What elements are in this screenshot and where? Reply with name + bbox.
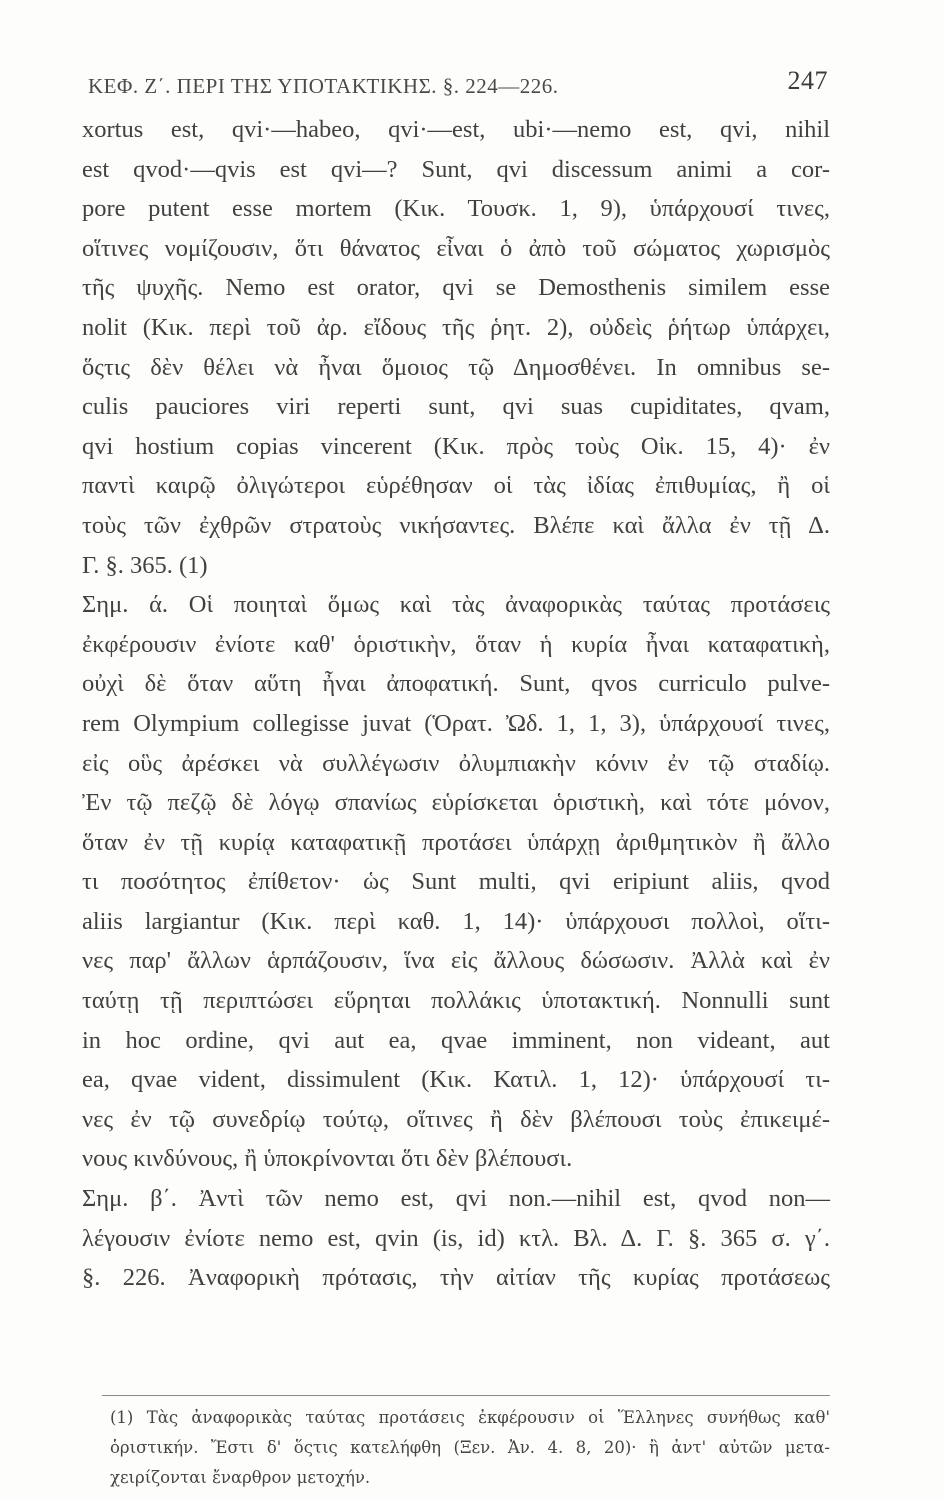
text-line: παντὶ καιρῷ ὀλιγώτεροι εὑρέθησαν οἱ τὰς ἰδίας ἐπιθυμίας, ἢ οἱ <box>82 472 830 500</box>
text-line: τι ποσότητος ἐπίθετον· ὡς Sunt multi, qvi eripiunt aliis, qvod <box>82 868 830 896</box>
text-line: εἰς οὓς ἀρέσκει νὰ συλλέγωσιν ὀλυμπιακὴν κόνιν ἐν τῷ σταδίῳ. <box>82 749 830 777</box>
text-line: Ἐν τῷ πεζῷ δὲ λόγῳ σπανίως εὑρίσκεται ὁριστικὴ, καὶ τότε μόνον, <box>82 789 830 817</box>
text-line: Γ. §. 365. (1) <box>82 551 208 579</box>
text-line: Σημ. β΄. Ἀντὶ τῶν nemo est, qvi non.—nihil est, qvod non— <box>82 1185 830 1213</box>
running-head: ΚΕΦ. Ζ΄. ΠΕΡΙ ΤΗΣ ΥΠΟΤΑΚΤΙΚΗΣ. §. 224—226. <box>88 74 559 98</box>
text-line: νους κινδύνους, ἢ ὑποκρίνονται ὅτι δὲν βλέπουσι. <box>82 1145 573 1173</box>
main-text <box>82 110 830 1298</box>
text-line: ἐκφέρουσιν ἐνίοτε καθ' ὁριστικὴν, ὅταν ἡ κυρία ἦναι καταφατικὴ, <box>82 630 830 658</box>
text-line: ταύτῃ τῇ περιπτώσει εὕρηται πολλάκις ὑποτακτική. Nonnulli sunt <box>82 987 830 1015</box>
page-header <box>88 64 828 108</box>
text-line: rem Olympium collegisse juvat (Ὁρατ. Ὠδ. 1, 1, 3), ὑπάρχουσί τινες, <box>82 709 830 737</box>
text-line: ea, qvae vident, dissimulent (Κικ. Κατιλ. 1, 12)· ὑπάρχουσί τι- <box>82 1066 830 1094</box>
footnote-line: χειρίζονται ἔναρθρον μετοχήν. <box>110 1468 371 1487</box>
text-line: νες παρ' ἄλλων ἁρπάζουσιν, ἵνα εἰς ἄλλους δώσωσιν. Ἀλλὰ καὶ ἐν <box>82 947 830 975</box>
text-line: ὅςτις δὲν θέλει νὰ ἦναι ὅμοιος τῷ Δημοσθένει. In omnibus se- <box>82 353 830 381</box>
text-line: οἵτινες νομίζουσιν, ὅτι θάνατος εἶναι ὁ ἀπὸ τοῦ σώματος χωρισμὸς <box>82 234 830 262</box>
text-line: λέγουσιν ἐνίοτε nemo est, qvin (is, id) κτλ. Βλ. Δ. Γ. §. 365 σ. γ΄. <box>82 1224 830 1252</box>
footnote-divider <box>102 1395 830 1396</box>
text-line: Σημ. ά. Οἱ ποιηταὶ ὅμως καὶ τὰς ἀναφορικὰς ταύτας προτάσεις <box>82 591 830 619</box>
text-line: in hoc ordine, qvi aut ea, qvae imminent, non videant, aut <box>82 1026 830 1054</box>
text-line: τῆς ψυχῆς. Nemo est orator, qvi se Demosthenis similem esse <box>82 274 830 302</box>
text-line: οὐχὶ δὲ ὅταν αὕτη ἦναι ἀποφατική. Sunt, qvos curriculo pulve- <box>82 670 830 698</box>
text-line: §. 226. Ἀναφορικὴ πρότασις, τὴν αἰτίαν τῆς κυρίας προτάσεως <box>82 1264 830 1292</box>
text-line: nolit (Κικ. περὶ τοῦ ἀρ. εἴδους τῆς ῥητ. 2), οὐδεὶς ῥήτωρ ὑπάρχει, <box>82 313 830 341</box>
text-line: ὅταν ἐν τῇ κυρίᾳ καταφατικῇ προτάσει ὑπάρχῃ ἀριθμητικὸν ἢ ἄλλο <box>82 828 830 856</box>
text-line: est qvod·—qvis est qvi—? Sunt, qvi discessum animi a cor- <box>82 155 830 183</box>
footnote-line: (1) Τὰς ἀναφορικὰς ταύτας προτάσεις ἐκφέρουσιν οἱ Ἕλληνες συνήθως καθ' <box>110 1408 830 1427</box>
text-line: qvi hostium copias vincerent (Κικ. πρὸς τοὺς Οἰκ. 15, 4)· ἐν <box>82 432 830 460</box>
text-line: culis pauciores viri reperti sunt, qvi suas cupiditates, qvam, <box>82 393 830 421</box>
text-line: pore putent esse mortem (Κικ. Τουσκ. 1, 9), ὑπάρχουσί τινες, <box>82 195 830 223</box>
footnotes <box>110 1403 830 1493</box>
text-line: τοὺς τῶν ἐχθρῶν στρατοὺς νικήσαντες. Βλέπε καὶ ἄλλα ἐν τῇ Δ. <box>82 511 830 539</box>
page-number: 247 <box>787 66 828 95</box>
footnote-line: ὁριστικήν. Ἔστι δ' ὅςτις κατελήφθη (Ξεν. Ἀν. 4. 8, 20)· ἢ ἀντ' αὐτῶν μετα- <box>110 1438 830 1457</box>
text-line: aliis largiantur (Κικ. περὶ καθ. 1, 14)· ὑπάρχουσι πολλοὶ, οἵτι- <box>82 907 830 935</box>
text-line: xortus est, qvi·—habeo, qvi·—est, ubi·—nemo est, qvi, nihil <box>82 116 830 143</box>
text-line: νες ἐν τῷ συνεδρίῳ τούτῳ, οἵτινες ἢ δὲν βλέπουσι τοὺς ἐπικειμέ- <box>82 1105 830 1133</box>
